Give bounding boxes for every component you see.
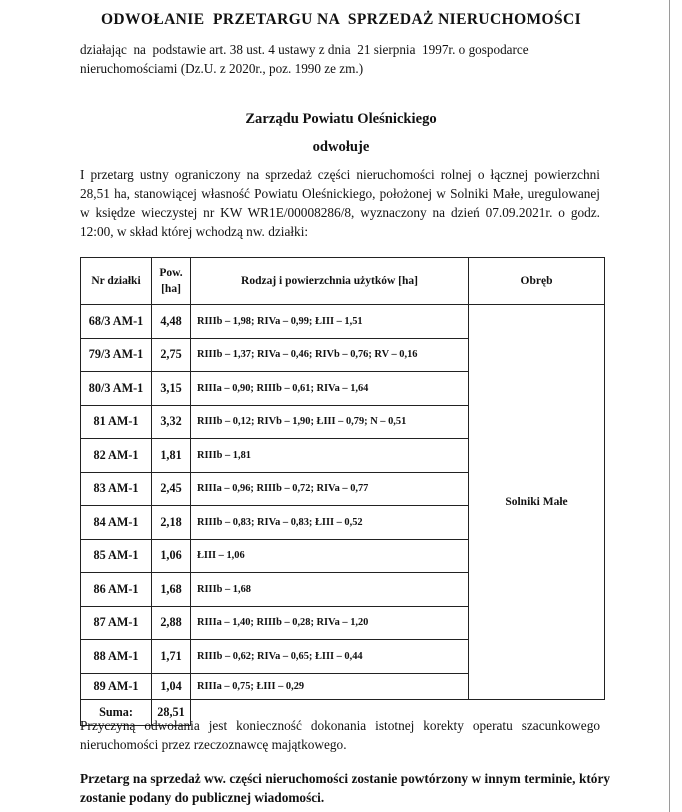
- plot-number-cell: 81 AM-1: [81, 405, 152, 439]
- area-cell: 3,15: [152, 372, 191, 406]
- usage-cell: RIIIb – 1,68: [191, 573, 469, 607]
- header-area-line-2: [ha]: [161, 283, 181, 295]
- area-cell: 4,48: [152, 305, 191, 339]
- area-cell: 1,71: [152, 640, 191, 674]
- legal-basis-line-2: nieruchomościami (Dz.U. z 2020r., poz. 1990 ze zm.): [80, 61, 364, 76]
- authority-name: Zarządu Powiatu Oleśnickiego: [245, 111, 437, 127]
- announcement-paragraph: I przetarg ustny ograniczony na sprzedaż części nieruchomości rolnej o łącznej powierzchni 28,51 ha, stanowiącej własność Powiatu Oleśnickiego, położonej w Solniki Małe, uregulowanej w księdze wieczystej nr KW WR1E/00008286/8, wyznaczony na dzień 07.09.2021r. o godz. 12:00, w skład której wchodzą nw. działki:: [80, 167, 600, 239]
- plot-number-cell: 85 AM-1: [81, 539, 152, 573]
- plot-number-cell: 80/3 AM-1: [81, 372, 152, 406]
- header-area: [152, 258, 191, 305]
- plot-number-cell: 83 AM-1: [81, 472, 152, 506]
- header-plot-number: Nr działki: [81, 258, 152, 305]
- area-cell: 2,75: [152, 338, 191, 372]
- legal-basis-line-1: działając na podstawie art. 38 ust. 4 ustawy z dnia 21 sierpnia 1997r. o gospodarce: [80, 42, 529, 57]
- area-cell: 3,32: [152, 405, 191, 439]
- header-usage: Rodzaj i powierzchnia użytków [ha]: [191, 258, 469, 305]
- usage-cell: RIIIb – 1,98; RIVa – 0,99; ŁIII – 1,51: [191, 305, 469, 339]
- usage-cell: RIIIb – 0,12; RIVb – 1,90; ŁIII – 0,79; N – 0,51: [191, 405, 469, 439]
- usage-cell: ŁIII – 1,06: [191, 539, 469, 573]
- header-precinct: Obręb: [469, 258, 605, 305]
- plot-number-cell: 82 AM-1: [81, 439, 152, 473]
- header-area-line-1: Pow.: [159, 267, 183, 279]
- usage-cell: RIIIb – 0,83; RIVa – 0,83; ŁIII – 0,52: [191, 506, 469, 540]
- usage-cell: RIIIa – 1,40; RIIIb – 0,28; RIVa – 1,20: [191, 606, 469, 640]
- plots-table: [80, 257, 605, 726]
- usage-cell: RIIIa – 0,90; RIIIb – 0,61; RIVa – 1,64: [191, 372, 469, 406]
- area-cell: 1,06: [152, 539, 191, 573]
- plot-number-cell: 88 AM-1: [81, 640, 152, 674]
- plot-number-cell: 87 AM-1: [81, 606, 152, 640]
- table-row: [81, 305, 605, 339]
- area-cell: 2,45: [152, 472, 191, 506]
- usage-cell: RIIIa – 0,75; ŁIII – 0,29: [191, 673, 469, 699]
- area-cell: 2,88: [152, 606, 191, 640]
- plot-number-cell: 79/3 AM-1: [81, 338, 152, 372]
- area-cell: 2,18: [152, 506, 191, 540]
- closing-paragraph: Przetarg na sprzedaż ww. części nieruchomości zostanie powtórzony w innym terminie, który zostanie podany do publicznej wiadomości.: [80, 771, 610, 805]
- plot-number-cell: 84 AM-1: [81, 506, 152, 540]
- sum-label: Suma:: [81, 699, 152, 725]
- area-cell: 1,04: [152, 673, 191, 699]
- plot-number-cell: 89 AM-1: [81, 673, 152, 699]
- precinct-cell: Solniki Małe: [469, 305, 605, 700]
- usage-cell: RIIIb – 1,37; RIVa – 0,46; RIVb – 0,76; RV – 0,16: [191, 338, 469, 372]
- sum-value: 28,51: [152, 699, 191, 725]
- plot-number-cell: 86 AM-1: [81, 573, 152, 607]
- reason-paragraph: Przyczyną odwołania jest konieczność dokonania istotnej korekty operatu szacunkowego nieruchomości przez rzeczoznawcę majątkowego.: [80, 718, 600, 752]
- legal-basis: [80, 40, 600, 78]
- area-cell: 1,68: [152, 573, 191, 607]
- area-cell: 1,81: [152, 439, 191, 473]
- document-title: ODWOŁANIE PRZETARGU NA SPRZEDAŻ NIERUCHOMOŚCI: [100, 11, 582, 28]
- table-header-row: [81, 258, 605, 305]
- usage-cell: RIIIb – 1,81: [191, 439, 469, 473]
- plot-number-cell: 68/3 AM-1: [81, 305, 152, 339]
- usage-cell: RIIIb – 0,62; RIVa – 0,65; ŁIII – 0,44: [191, 640, 469, 674]
- action-word: odwołuje: [312, 139, 370, 155]
- usage-cell: RIIIa – 0,96; RIIIb – 0,72; RIVa – 0,77: [191, 472, 469, 506]
